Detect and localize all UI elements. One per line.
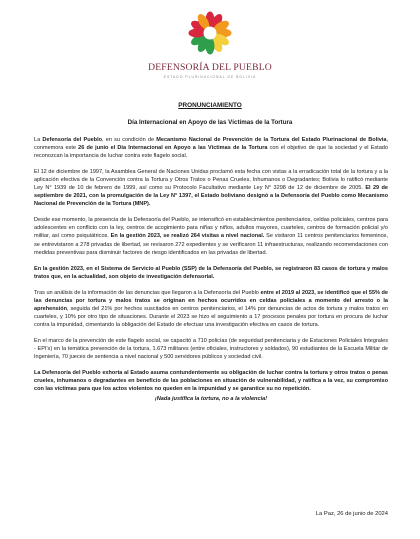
defensoria-sun-logo-icon [185,8,235,58]
text-run: entre el 2019 al 2023, se identificó que el 55% de las denuncias por tortura y malos tratos se originan en hechos ocurridos en celdas policiales a momento del arresto o la aprehensión [34,289,388,312]
text-run: Mecanismo Nacional de Prevención de la Tortura del Estado Plurinacional de Bolivia [156,137,387,143]
document-body [34,136,388,402]
text-run: Desde ese momento, la presencia de la Defensoría del Pueblo, se intensificó en establecimientos penitenciarios, celdas policiales, centros para adolescentes en conflicto con la ley, centros de acogimiento para niñas y niños, adultos mayores, cuarteles, centros de formación policial y/o militar, así como psiquiátricos. [34,217,388,240]
paragraph-7 [34,369,388,393]
text-run: En el marco de la prevención de este flagelo social, se capacitó a 710 policías (de seguridad penitenciaria y de Estaciones Policiales Integrales - EPI's) en la temática prevención de la tortura, 1.673 militares (entre oficiales, instructores y soldados), 90 estudiantes de la Escuela Militar de Ingeniería, 70 jueces de sentencia a nivel nacional y 500 servidores públicos y sociedad civil. [34,337,388,361]
document-title: PRONUNCIAMIENTO [178,102,242,109]
org-subtitle: ESTADO PLURINACIONAL DE BOLIVIA [163,75,257,79]
text-run: La Defensoría del Pueblo exhorta al Estado asuma contundentemente su obligación de luchar contra la tortura y otros tratos o penas crueles, inhumanos o degradantes en beneficio de las poblaciones en situación de vulnerabilidad, y ratifica a la vez, su compromiso con las víctimas para que los actos violentos no queden en la impunidad y se garantice su no repetición. [34,370,388,393]
text-run: Defensoría del Pueblo [42,137,102,143]
text-run: con el objetivo de que la sociedad y el Estado reconozcan la importancia de luchar contra este flagelo social. [34,145,388,160]
text-run: El 29 de septiembre de 2021, con la promulgación de la Ley N° 1397, el Estado boliviano designó a la Defensoría del Pueblo como Mecanismo Nacional de Prevención de la Tortura (MNP). [34,185,389,208]
text-run: El 12 de diciembre de 1997, la Asamblea General de Naciones Unidas proclamó esta fecha con vistas a la erradicación total de la tortura y a la aplicación efectiva de la Convención contra la Tortura y Otros Tratos o Penas Crueles, Inhumanos o Degradantes; Bolivia lo ratificó mediante Ley N° 1939 de 10 de febrero de 1999, así como su Protocolo Facultativo mediante Ley N° 3298 de 12 de diciembre de 2005. [34,169,388,192]
text-run: 26 de junio el Día Internacional en Apoyo a las Víctimas de la Tortura [78,145,268,152]
text-run: , conmemora este [34,137,388,152]
paragraph-4 [34,265,388,281]
text-run: , seguida del 21% por hechos suscitados en centros penitenciarios, el 14% por denuncias de actos de tortura y malos tratos en cuarteles, y 10% por otro tipo de situaciones. Durante el 2023 se hizo el seguimiento a 17 procesos penales por tortura en procura de luchar contra la impunidad, cimentando la obligación del Estado de efectuar una investigación efectiva en casos de tortura. [34,305,388,328]
paragraph-6 [34,337,388,361]
text-run: Tras un análisis de la información de las denuncias que llegaron a la Defensoría del Pueblo [34,289,261,296]
org-name: DEFENSORÍA DEL PUEBLO [148,62,272,73]
text-run: La [34,137,43,143]
paragraph-5 [34,289,388,329]
paragraph-3 [34,216,388,256]
document-subtitle: Día Internacional en Apoyo de las Víctimas de la Tortura [127,119,293,126]
text-run: Se visitaron 11 centros penitenciarios femeninos, se entrevistaron a 278 privadas de libertad, se revisaron 272 expedientes y se verificaron 11 infraestructuras, realizando recomendaciones con medidas preventivas para disminuir factores de riesgo identificados en las privadas de libertad. [34,233,389,256]
paragraph-1 [34,136,388,160]
logo-center [204,27,217,40]
text-run: En la gestión 2023, se realizó 264 visitas a nivel nacional. [110,233,265,240]
slogan: ¡Nada justifica la tortura, no a la violencia! [154,396,268,403]
dateline: La Paz, 26 de junio de 2024 [315,511,388,517]
text-run: , en su condición de [102,137,157,143]
paragraph-2 [34,168,388,208]
text-run: En la gestión 2023, en el Sistema de Servicio al Pueblo (SSP) de la Defensoría del Pueblo, se registraron 83 casos de tortura y malos tratos que, en la actualidad, son objeto de investigación defensorial. [34,265,388,280]
